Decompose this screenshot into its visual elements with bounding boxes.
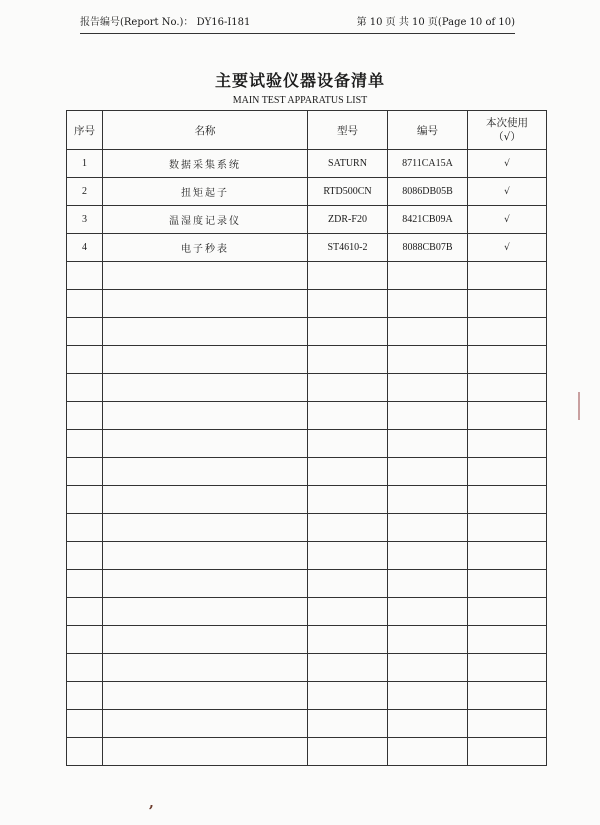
- cell-model: [308, 598, 388, 626]
- cell-used: [468, 346, 547, 374]
- cell-index: [67, 374, 103, 402]
- cell-name: [103, 514, 308, 542]
- column-header-name: 名称: [103, 111, 308, 150]
- table-row: [67, 514, 547, 542]
- cell-name: [103, 486, 308, 514]
- cell-name: [103, 458, 308, 486]
- cell-serial: [388, 262, 468, 290]
- cell-name: [103, 430, 308, 458]
- cell-model: [308, 486, 388, 514]
- table-row: [67, 178, 547, 206]
- cell-used: [468, 542, 547, 570]
- cell-model: [308, 290, 388, 318]
- cell-used: [468, 458, 547, 486]
- cell-model: [308, 626, 388, 654]
- cell-index: [67, 738, 103, 766]
- cell-name: [103, 290, 308, 318]
- cell-name: [103, 374, 308, 402]
- cell-model: [308, 682, 388, 710]
- cell-name: [103, 402, 308, 430]
- cell-serial: 8086DB05B: [388, 178, 468, 206]
- cell-model: [308, 542, 388, 570]
- column-header-used: [468, 111, 547, 150]
- scan-edge-mark: [578, 392, 580, 420]
- cell-index: [67, 626, 103, 654]
- cell-model: [308, 710, 388, 738]
- table-row: [67, 598, 547, 626]
- cell-serial: 8421CB09A: [388, 206, 468, 234]
- cell-index: [67, 654, 103, 682]
- column-header-index: 序号: [67, 111, 103, 150]
- cell-serial: 8088CB07B: [388, 234, 468, 262]
- cell-index: [67, 570, 103, 598]
- cell-used: [468, 738, 547, 766]
- column-header-used-mark: （√）: [493, 131, 521, 143]
- table-row: [67, 402, 547, 430]
- cell-index: [67, 486, 103, 514]
- cell-index: [67, 598, 103, 626]
- cell-serial: [388, 374, 468, 402]
- cell-index: [67, 514, 103, 542]
- cell-serial: [388, 542, 468, 570]
- table-row: [67, 318, 547, 346]
- table-row: [67, 234, 547, 262]
- cell-name: [103, 738, 308, 766]
- column-header-used-label: 本次使用: [486, 117, 528, 129]
- cell-name: [103, 318, 308, 346]
- cell-model: [308, 654, 388, 682]
- apparatus-table: [66, 110, 547, 766]
- table-row: [67, 710, 547, 738]
- cell-index: 1: [67, 150, 103, 178]
- cell-model: ZDR-F20: [308, 206, 388, 234]
- cell-index: [67, 710, 103, 738]
- cell-index: [67, 430, 103, 458]
- cell-model: [308, 570, 388, 598]
- cell-model: [308, 262, 388, 290]
- cell-used: [468, 654, 547, 682]
- table-row: [67, 206, 547, 234]
- cell-name: [103, 542, 308, 570]
- page-subtitle: MAIN TEST APPARATUS LIST: [232, 95, 368, 106]
- cell-model: [308, 374, 388, 402]
- cell-index: [67, 262, 103, 290]
- table-row: [67, 262, 547, 290]
- table-row: [67, 542, 547, 570]
- cell-name: [103, 626, 308, 654]
- cell-index: 2: [67, 178, 103, 206]
- page-header: [80, 15, 515, 34]
- cell-model: [308, 458, 388, 486]
- cell-serial: [388, 710, 468, 738]
- cell-index: 4: [67, 234, 103, 262]
- cell-used: [468, 514, 547, 542]
- cell-serial: [388, 514, 468, 542]
- cell-model: [308, 402, 388, 430]
- cell-used: [468, 570, 547, 598]
- cell-used: √: [468, 234, 547, 262]
- table-row: [67, 738, 547, 766]
- cell-serial: [388, 738, 468, 766]
- cell-serial: [388, 486, 468, 514]
- cell-model: RTD500CN: [308, 178, 388, 206]
- cell-serial: [388, 654, 468, 682]
- cell-index: [67, 290, 103, 318]
- report-number-value: DY16-I181: [196, 17, 251, 28]
- cell-serial: [388, 318, 468, 346]
- cell-index: [67, 318, 103, 346]
- table-row: [67, 290, 547, 318]
- table-row: [67, 682, 547, 710]
- cell-name: [103, 710, 308, 738]
- cell-serial: [388, 346, 468, 374]
- cell-used: [468, 262, 547, 290]
- cell-name: 数据采集系统: [103, 150, 308, 178]
- cell-serial: [388, 570, 468, 598]
- cell-serial: [388, 290, 468, 318]
- cell-model: [308, 738, 388, 766]
- cell-name: [103, 598, 308, 626]
- cell-index: [67, 402, 103, 430]
- cell-model: [308, 318, 388, 346]
- cell-name: 温湿度记录仪: [103, 206, 308, 234]
- cell-used: [468, 402, 547, 430]
- cell-used: √: [468, 150, 547, 178]
- table-row: [67, 626, 547, 654]
- cell-used: √: [468, 178, 547, 206]
- cell-used: [468, 290, 547, 318]
- report-number-label: 报告编号(Report No.)：: [80, 17, 194, 28]
- table-body: [67, 150, 547, 766]
- cell-used: [468, 598, 547, 626]
- column-header-serial: 编号: [388, 111, 468, 150]
- scan-speck: ,: [149, 795, 154, 811]
- cell-index: [67, 346, 103, 374]
- table-row: [67, 374, 547, 402]
- page-info: 第 10 页 共 10 页(Page 10 of 10): [356, 17, 515, 28]
- cell-serial: [388, 682, 468, 710]
- cell-used: [468, 682, 547, 710]
- cell-index: [67, 542, 103, 570]
- cell-name: 扭矩起子: [103, 178, 308, 206]
- cell-serial: [388, 626, 468, 654]
- cell-used: [468, 486, 547, 514]
- cell-model: [308, 514, 388, 542]
- cell-used: [468, 430, 547, 458]
- cell-model: [308, 430, 388, 458]
- cell-serial: [388, 430, 468, 458]
- cell-serial: 8711CA15A: [388, 150, 468, 178]
- cell-serial: [388, 598, 468, 626]
- cell-model: [308, 346, 388, 374]
- table-row: [67, 150, 547, 178]
- cell-name: [103, 346, 308, 374]
- cell-name: 电子秒表: [103, 234, 308, 262]
- cell-used: [468, 374, 547, 402]
- cell-name: [103, 682, 308, 710]
- cell-used: [468, 626, 547, 654]
- column-header-model: 型号: [308, 111, 388, 150]
- table-row: [67, 654, 547, 682]
- table-row: [67, 486, 547, 514]
- cell-used: [468, 710, 547, 738]
- table-row: [67, 346, 547, 374]
- cell-index: 3: [67, 206, 103, 234]
- cell-name: [103, 654, 308, 682]
- cell-model: ST4610-2: [308, 234, 388, 262]
- report-number: [80, 15, 250, 31]
- table-header-row: [67, 111, 547, 150]
- cell-serial: [388, 458, 468, 486]
- cell-index: [67, 458, 103, 486]
- cell-used: [468, 318, 547, 346]
- cell-serial: [388, 402, 468, 430]
- table-row: [67, 570, 547, 598]
- page-title: 主要试验仪器设备清单: [214, 71, 385, 90]
- cell-index: [67, 682, 103, 710]
- cell-name: [103, 262, 308, 290]
- table-row: [67, 430, 547, 458]
- cell-used: √: [468, 206, 547, 234]
- cell-name: [103, 570, 308, 598]
- cell-model: SATURN: [308, 150, 388, 178]
- table-row: [67, 458, 547, 486]
